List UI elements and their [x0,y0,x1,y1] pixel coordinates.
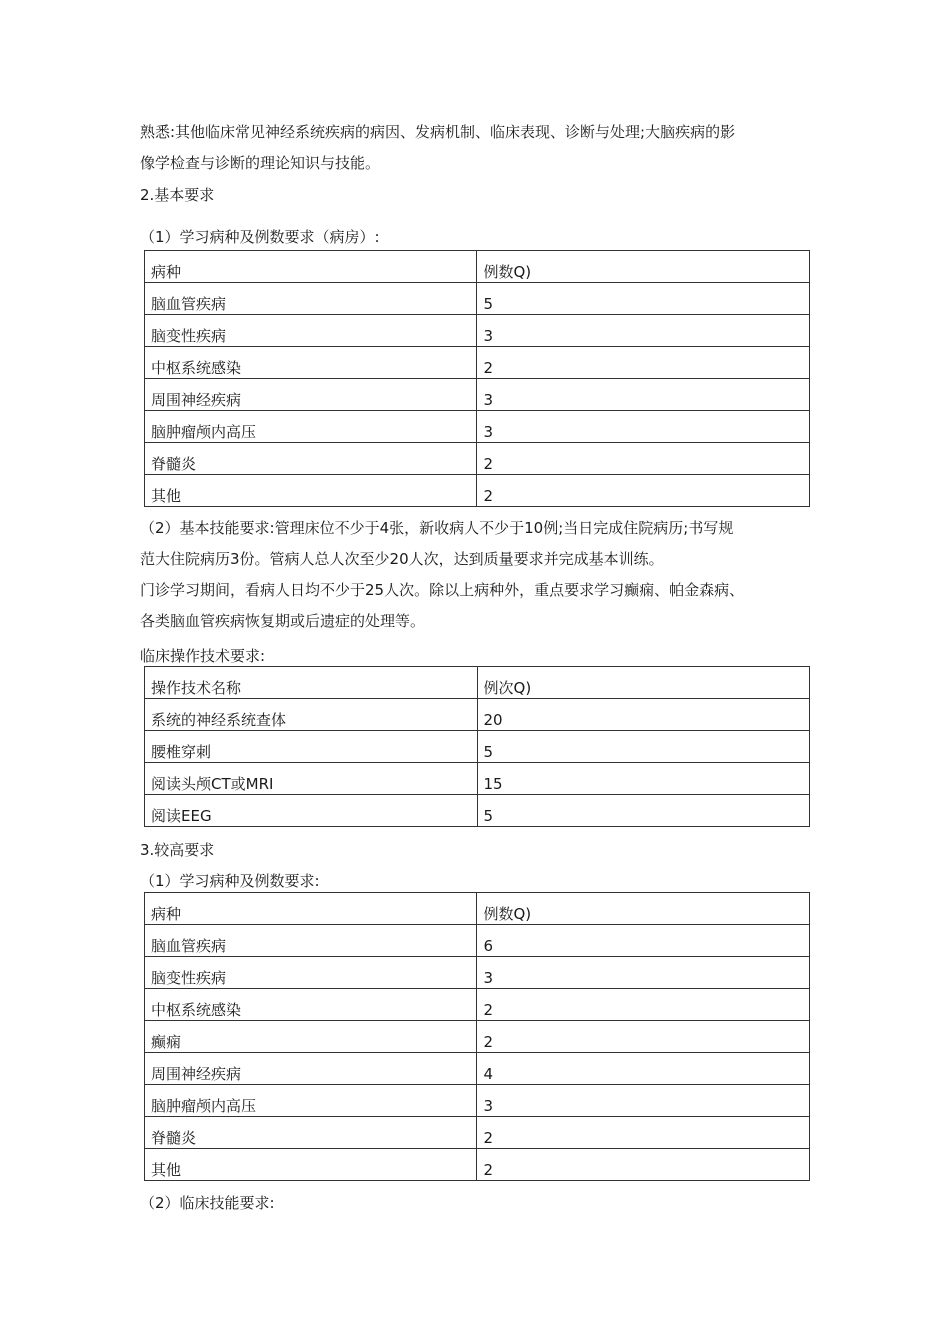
table-cell: 5 [477,731,809,763]
table-cell: 2 [477,475,810,507]
table-header-cell: 病种 [145,251,477,283]
table-cell: 5 [477,795,809,827]
intro-line-1: 熟悉:其他临床常见神经系统疾病的病因、发病机制、临床表现、诊断与处理;大脑疾病的影 [140,123,736,141]
table-header-cell: 例数Q) [477,893,810,925]
table-row [145,1053,810,1085]
table-row [145,315,810,347]
section-3-sub-2: （2）临床技能要求: [140,1194,275,1212]
advanced-disease-table [144,892,810,1181]
table-row [145,1117,810,1149]
table-cell: 6 [477,925,810,957]
table-cell: 脊髓炎 [145,443,477,475]
table-cell: 脑变性疾病 [145,957,477,989]
table-cell: 5 [477,283,810,315]
section-3-sub-1: （1）学习病种及例数要求: [140,872,320,890]
table-cell: 腰椎穿刺 [145,731,478,763]
table-cell: 3 [477,1085,810,1117]
table-header-row [145,667,810,699]
outpatient-line-1: 门诊学习期间，看病人日均不少于25人次。除以上病种外，重点要求学习癫痫、帕金森病、 [140,581,745,599]
table-row [145,763,810,795]
table-header-cell: 病种 [145,893,477,925]
table-header-cell: 操作技术名称 [145,667,478,699]
table-cell: 脑变性疾病 [145,315,477,347]
table-cell: 系统的神经系统查体 [145,699,478,731]
table-cell: 2 [477,347,810,379]
table-row [145,443,810,475]
table-cell: 中枢系统感染 [145,989,477,1021]
table-cell: 其他 [145,1149,477,1181]
table-cell: 2 [477,1021,810,1053]
table-cell: 中枢系统感染 [145,347,477,379]
table-row [145,731,810,763]
table-cell: 2 [477,1149,810,1181]
section-2-heading: 2.基本要求 [140,186,215,204]
table-row [145,411,810,443]
table-row [145,283,810,315]
table-header-cell: 例数Q) [477,251,810,283]
section-3-heading: 3.较高要求 [140,841,215,859]
table-cell: 其他 [145,475,477,507]
table-cell: 周围神经疾病 [145,379,477,411]
table-cell: 阅读头颅CT或MRI [145,763,478,795]
table-cell: 4 [477,1053,810,1085]
table-row [145,699,810,731]
outpatient-line-2: 各类脑血管疾病恢复期或后遗症的处理等。 [140,612,426,630]
table-cell: 2 [477,989,810,1021]
ops-heading: 临床操作技术要求: [140,647,266,665]
table-header-row [145,893,810,925]
table-cell: 3 [477,379,810,411]
table-cell: 脑肿瘤颅内高压 [145,411,477,443]
table-cell: 脑血管疾病 [145,283,477,315]
table-row [145,1021,810,1053]
table-header-cell: 例次Q) [477,667,809,699]
operation-table [144,666,810,827]
table-cell: 2 [477,443,810,475]
table-row [145,925,810,957]
table-cell: 3 [477,315,810,347]
table-row [145,989,810,1021]
table-cell: 15 [477,763,809,795]
table-row [145,957,810,989]
table-cell: 周围神经疾病 [145,1053,477,1085]
table-row [145,379,810,411]
table-cell: 2 [477,1117,810,1149]
skills-line-1: （2）基本技能要求:管理床位不少于4张，新收病人不少于10例;当日完成住院病历;书写规 [140,519,734,537]
table-row [145,1085,810,1117]
table-cell: 脊髓炎 [145,1117,477,1149]
table-cell: 脑血管疾病 [145,925,477,957]
table-header-row [145,251,810,283]
table-cell: 阅读EEG [145,795,478,827]
table-row [145,347,810,379]
table-cell: 脑肿瘤颅内高压 [145,1085,477,1117]
table-cell: 癫痫 [145,1021,477,1053]
basic-disease-table [144,250,810,507]
table-row [145,1149,810,1181]
skills-line-2: 范大住院病历3份。管病人总人次至少20人次，达到质量要求并完成基本训练。 [140,550,664,568]
section-2-sub-1: （1）学习病种及例数要求（病房）: [140,228,380,246]
table-cell: 20 [477,699,809,731]
table-row [145,475,810,507]
table-cell: 3 [477,411,810,443]
table-row [145,795,810,827]
table-cell: 3 [477,957,810,989]
intro-line-2: 像学检查与诊断的理论知识与技能。 [140,154,381,172]
